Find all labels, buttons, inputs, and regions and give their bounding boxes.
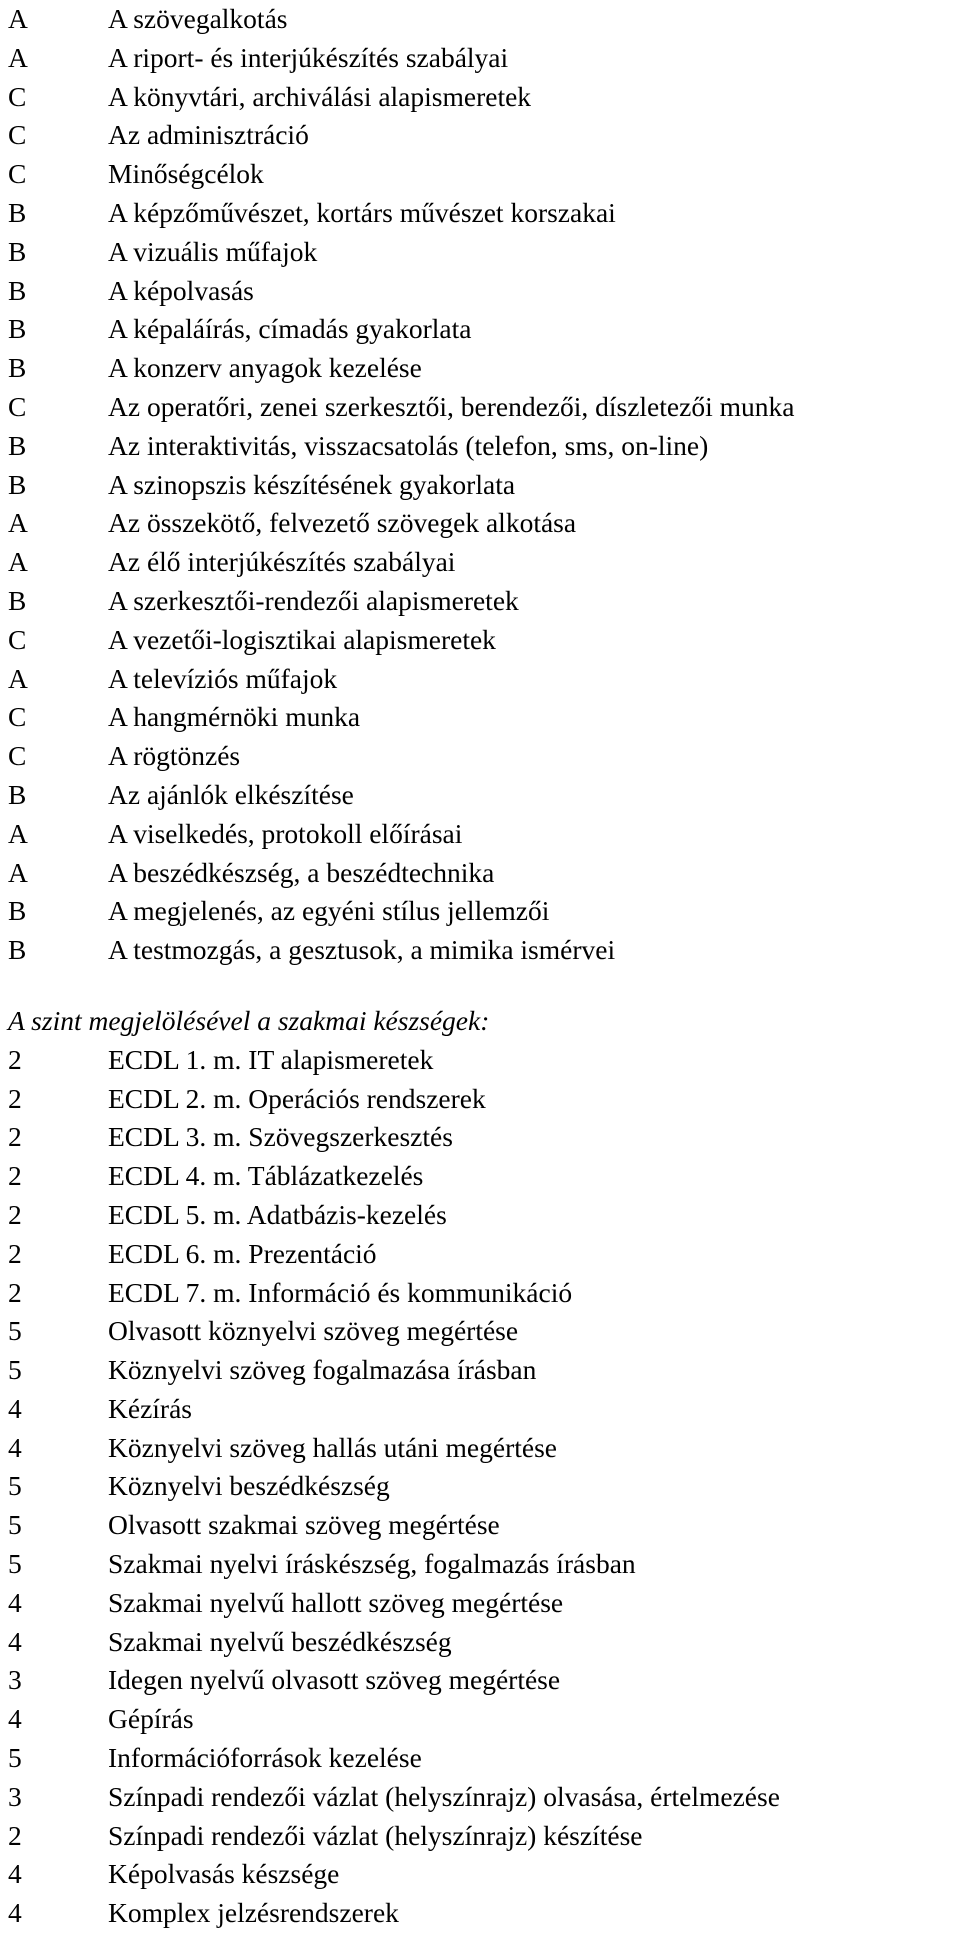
item-label: A vizuális műfajok [108,235,318,267]
list-item [0,1739,960,1778]
list-item [0,815,960,854]
item-label: ECDL 6. m. Prezentáció [108,1237,377,1269]
item-label: Képolvasás készsége [108,1858,340,1890]
item-label: Komplex jelzésrendszerek [108,1897,399,1929]
level-code: 2 [8,1043,22,1075]
list-item [0,1351,960,1390]
level-code: B [8,468,27,500]
list-item [0,504,960,543]
list-item [0,1390,960,1429]
list-item [0,931,960,970]
item-label: A vezetői-logisztikai alapismeretek [108,623,496,655]
level-code: C [8,740,27,772]
list-item [0,194,960,233]
item-label: Minőségcélok [108,158,264,190]
item-label: A konzerv anyagok kezelése [108,352,422,384]
item-label: A megjelenés, az egyéni stílus jellemzői [108,895,550,927]
level-code: B [8,429,27,461]
level-code: B [8,274,27,306]
level-code: 5 [8,1548,22,1580]
list-item [0,155,960,194]
level-code: B [8,934,27,966]
level-code: 4 [8,1392,22,1424]
level-code: 2 [8,1237,22,1269]
list-item [0,388,960,427]
list-item [0,427,960,466]
level-code: 2 [8,1276,22,1308]
item-label: A rögtönzés [108,740,241,772]
item-label: Idegen nyelvű olvasott szöveg megértése [108,1664,561,1696]
item-label: Az összekötő, felvezető szövegek alkotása [108,507,577,539]
level-code: B [8,778,27,810]
level-code: 3 [8,1780,22,1812]
item-label: A beszédkészség, a beszédtechnika [108,856,495,888]
list-item [0,39,960,78]
level-code: B [8,352,27,384]
level-code: C [8,623,27,655]
list-item [0,1817,960,1856]
item-label: Az operatőri, zenei szerkesztői, berendezői, díszletezői munka [108,390,795,422]
item-label: Olvasott szakmai szöveg megértése [108,1509,500,1541]
list-item [0,349,960,388]
item-label: ECDL 2. m. Operációs rendszerek [108,1082,486,1114]
item-label: A könyvtári, archiválási alapismeretek [108,80,532,112]
skills-list [0,1041,960,1933]
level-code: 2 [8,1082,22,1114]
level-code: A [8,41,28,73]
item-label: A szerkesztői-rendezői alapismeretek [108,584,519,616]
list-item [0,1157,960,1196]
list-item [0,1894,960,1933]
level-code: B [8,235,27,267]
level-code: B [8,313,27,345]
item-label: ECDL 5. m. Adatbázis-kezelés [108,1198,447,1230]
item-label: Köznyelvi beszédkészség [108,1470,390,1502]
level-code: 2 [8,1160,22,1192]
level-code: 2 [8,1198,22,1230]
list-item [0,1700,960,1739]
level-code: C [8,119,27,151]
item-label: Szakmai nyelvű hallott szöveg megértése [108,1586,564,1618]
list-item [0,0,960,39]
level-code: 4 [8,1897,22,1929]
item-label: ECDL 3. m. Szövegszerkesztés [108,1121,453,1153]
level-code: A [8,546,28,578]
list-item [0,737,960,776]
item-label: Színpadi rendezői vázlat (helyszínrajz) olvasása, értelmezése [108,1780,780,1812]
level-code: 4 [8,1858,22,1890]
level-code: 5 [8,1470,22,1502]
level-code: 2 [8,1819,22,1851]
item-label: A képzőművészet, kortárs művészet korszakai [108,196,616,228]
item-label: Az ajánlók elkészítése [108,778,354,810]
level-code: C [8,158,27,190]
list-item [0,310,960,349]
item-label: Olvasott köznyelvi szöveg megértése [108,1315,519,1347]
item-label: A képaláírás, címadás gyakorlata [108,313,472,345]
list-item [0,272,960,311]
level-code: A [8,817,28,849]
item-label: Az élő interjúkészítés szabályai [108,546,456,578]
list-item [0,116,960,155]
list-item [0,1235,960,1274]
level-code: A [8,507,28,539]
item-label: A riport- és interjúkészítés szabályai [108,41,509,73]
list-item [0,466,960,505]
list-item [0,776,960,815]
knowledge-list [0,0,960,970]
level-code: 5 [8,1354,22,1386]
list-item [0,1312,960,1351]
item-label: A szövegalkotás [108,3,288,34]
list-item [0,660,960,699]
skills-heading: A szint megjelölésével a szakmai készségek: [8,1004,490,1036]
level-code: C [8,390,27,422]
list-item [0,1623,960,1662]
list-item [0,1545,960,1584]
list-item [0,1429,960,1468]
list-item [0,621,960,660]
list-item [0,1274,960,1313]
level-code: C [8,80,27,112]
level-code: A [8,856,28,888]
list-item [0,233,960,272]
level-code: B [8,196,27,228]
level-code: 3 [8,1664,22,1696]
list-item [0,1467,960,1506]
item-label: Köznyelvi szöveg fogalmazása írásban [108,1354,537,1386]
item-label: ECDL 4. m. Táblázatkezelés [108,1160,424,1192]
level-code: A [8,662,28,694]
list-item [0,1196,960,1235]
level-code: 4 [8,1431,22,1463]
list-item [0,854,960,893]
list-item [0,1778,960,1817]
item-label: A viselkedés, protokoll előírásai [108,817,463,849]
list-item [0,1584,960,1623]
list-item [0,582,960,621]
list-item [0,543,960,582]
level-code: 5 [8,1509,22,1541]
level-code: 2 [8,1121,22,1153]
level-code: B [8,895,27,927]
item-label: Színpadi rendezői vázlat (helyszínrajz) készítése [108,1819,643,1851]
list-item [0,1080,960,1119]
level-code: B [8,584,27,616]
level-code: C [8,701,27,733]
item-label: Az interaktivitás, visszacsatolás (telefon, sms, on-line) [108,429,709,461]
item-label: A képolvasás [108,274,254,306]
list-item [0,1506,960,1545]
item-label: Az adminisztráció [108,119,309,151]
level-code: 5 [8,1742,22,1774]
level-code: 4 [8,1586,22,1618]
level-code: 4 [8,1625,22,1657]
item-label: Információforrások kezelése [108,1742,422,1774]
list-item [0,1041,960,1080]
item-label: Gépírás [108,1703,194,1735]
list-item [0,892,960,931]
list-item [0,1118,960,1157]
item-label: A televíziós műfajok [108,662,338,694]
list-item [0,698,960,737]
item-label: Szakmai nyelvű beszédkészség [108,1625,452,1657]
item-label: Köznyelvi szöveg hallás utáni megértése [108,1431,558,1463]
list-item [0,1855,960,1894]
item-label: A testmozgás, a gesztusok, a mimika ismérvei [108,934,616,966]
list-item [0,1661,960,1700]
item-label: A hangmérnöki munka [108,701,361,733]
level-code: 5 [8,1315,22,1347]
item-label: Kézírás [108,1392,192,1424]
item-label: Szakmai nyelvi íráskészség, fogalmazás írásban [108,1548,636,1580]
item-label: ECDL 1. m. IT alapismeretek [108,1043,434,1075]
level-code: 4 [8,1703,22,1735]
list-item [0,78,960,117]
level-code: A [8,3,28,34]
item-label: ECDL 7. m. Információ és kommunikáció [108,1276,573,1308]
item-label: A szinopszis készítésének gyakorlata [108,468,516,500]
